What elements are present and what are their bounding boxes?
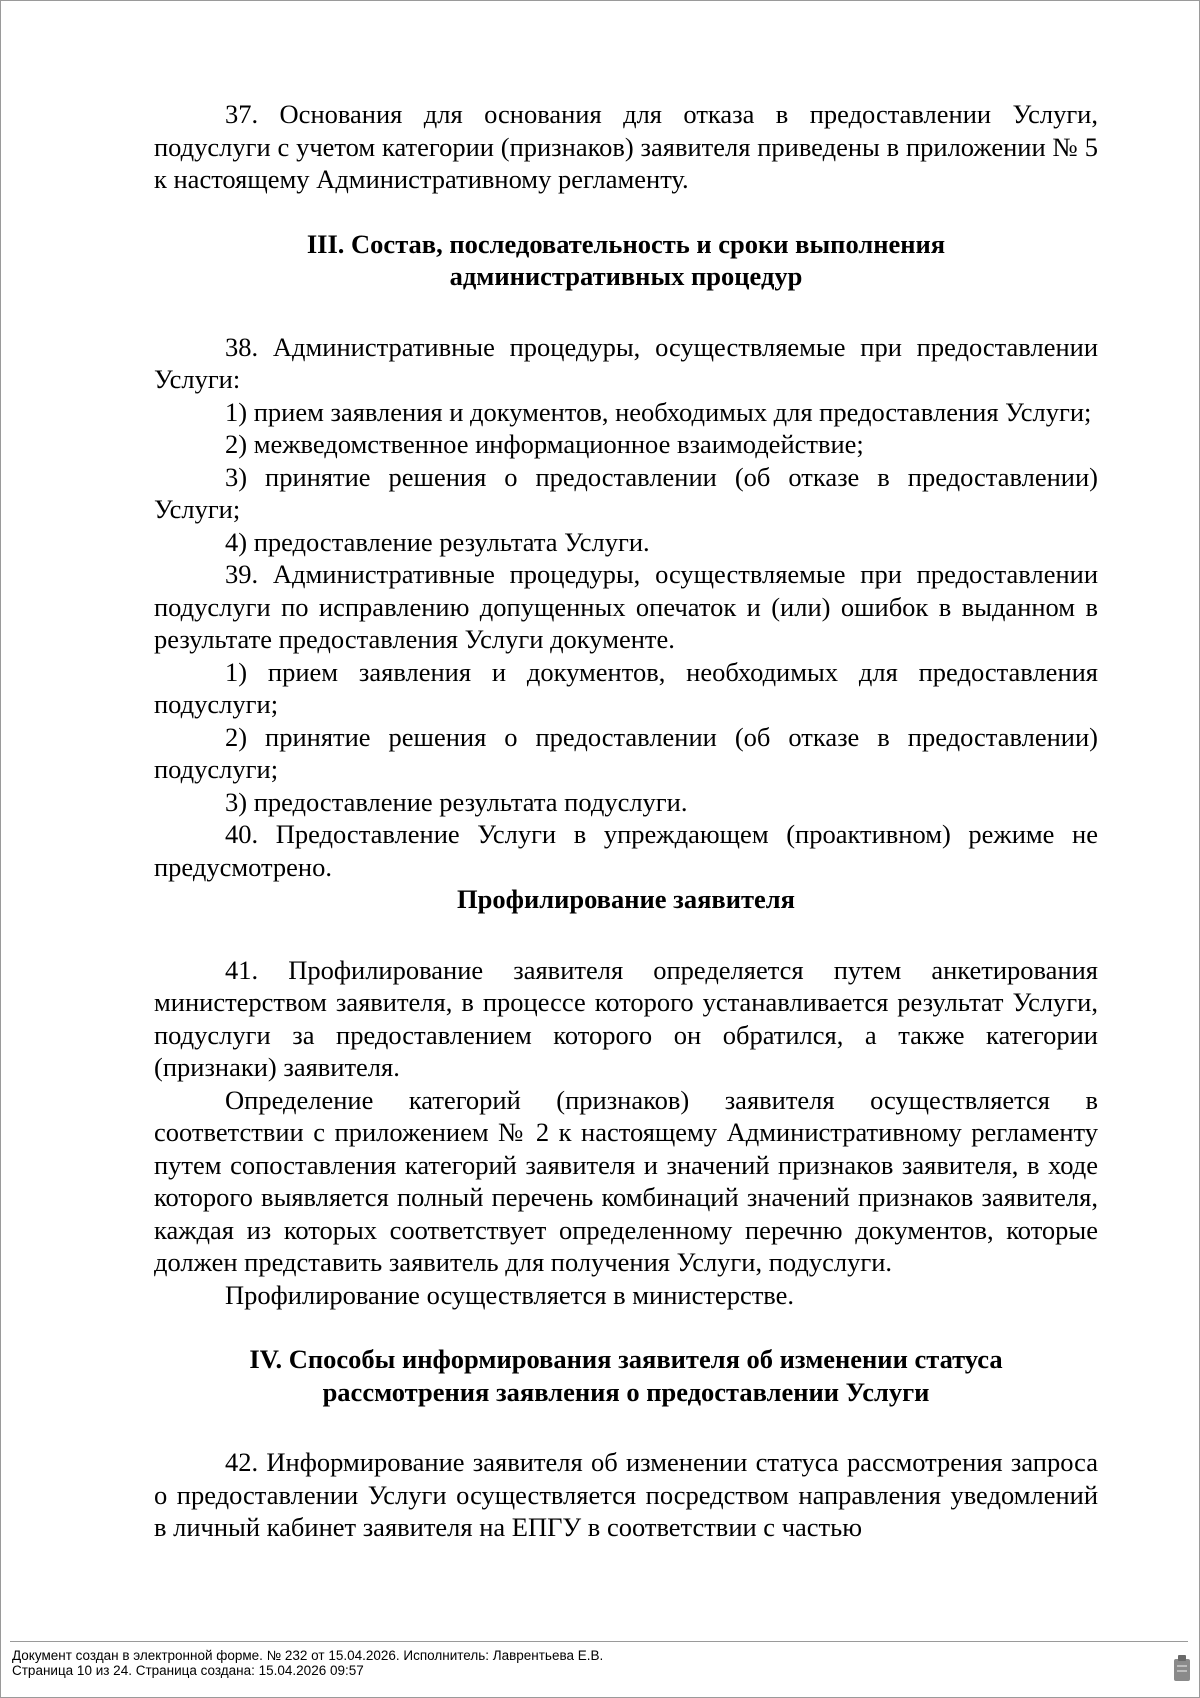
document-stamp-icon [1172,1653,1192,1683]
heading-line: III. Состав, последовательность и сроки выполнения [306,228,946,259]
paragraph-profiling-location: Профилирование осуществляется в министерстве. [225,1279,795,1310]
paragraph-40: 40. Предоставление Услуги в упреждающем (проактивном) режиме не предусмотрено. [154,819,1098,882]
paragraph-41: 41. Профилирование заявителя определяется путем анкетирования министерством заявителя, в процессе которого устанавливается результат Услуги, подуслуги за предоставлением которого он обратился, а также категории (признаки) заявителя. [154,954,1098,1082]
list-item: 2) межведомственное информационное взаимодействие; [225,429,864,459]
paragraph-38: 38. Административные процедуры, осуществляемые при предоставлении Услуги: [154,331,1098,394]
list-item: 3) предоставление результата подуслуги. [225,786,688,817]
heading-line: IV. Способы информирования заявителя об изменении статуса [249,1344,1003,1374]
list-item: 2) принятие решения о предоставлении (об отказе в предоставлении) подуслуги; [154,721,1098,784]
document-footer [12,1648,1192,1678]
heading-line: административных процедур [449,261,803,291]
paragraph-38-line1 [154,331,1098,396]
list-item: 3) принятие решения о предоставлении (об отказе в предоставлении) Услуги; [154,461,1098,524]
section-heading-iii [154,228,1098,293]
heading-line: Профилирование заявителя [457,884,795,914]
section-heading-iv [154,1343,1098,1408]
footer-divider [10,1641,1188,1642]
footer-line-created: Документ создан в электронной форме. № 232 от 15.04.2026. Исполнитель: Лаврентьева Е.В. [12,1648,604,1663]
list-item: 1) прием заявления и документов, необходимых для предоставления Услуги; [225,396,1092,427]
section-heading-profiling [154,883,1098,916]
paragraph-37: 37. Основания для основания для отказа в предоставлении Услуги, подуслуги с учетом категории (признаков) заявителя приведены в приложении № 5 к настоящему Административному регламенту. [154,99,1098,194]
heading-line: рассмотрения заявления о предоставлении Услуги [322,1376,930,1407]
paragraph-39: 39. Административные процедуры, осуществляемые при предоставлении подуслуги по исправлению допущенных опечаток и (или) ошибок в выданном в результате предоставления Услуги документе. [154,559,1098,654]
paragraph-42: 42. Информирование заявителя об изменении статуса рассмотрения запроса о предоставлении Услуги осуществляется посредством направления уведомлений в личный кабинет заявителя на ЕПГУ в соответствии с частью [154,1447,1098,1542]
list-item: 4) предоставление результата Услуги. [225,526,650,557]
footer-line-page: Страница 10 из 24. Страница создана: 15.04.2026 09:57 [12,1663,364,1678]
paragraph-categories: Определение категорий (признаков) заявителя осуществляется в соответствии с приложением № 2 к настоящему Административному регламенту путем сопоставления категорий заявителя и значений признаков заявителя, в ходе которого выявляется полный перечень комбинаций значений признаков заявителя, каждая из которых соответствует определенному перечню документов, которые должен представить заявитель для получения Услуги, подуслуги. [154,1084,1098,1277]
list-item: 1) прием заявления и документов, необходимых для предоставления подуслуги; [154,656,1098,719]
document-body [154,98,1098,1544]
